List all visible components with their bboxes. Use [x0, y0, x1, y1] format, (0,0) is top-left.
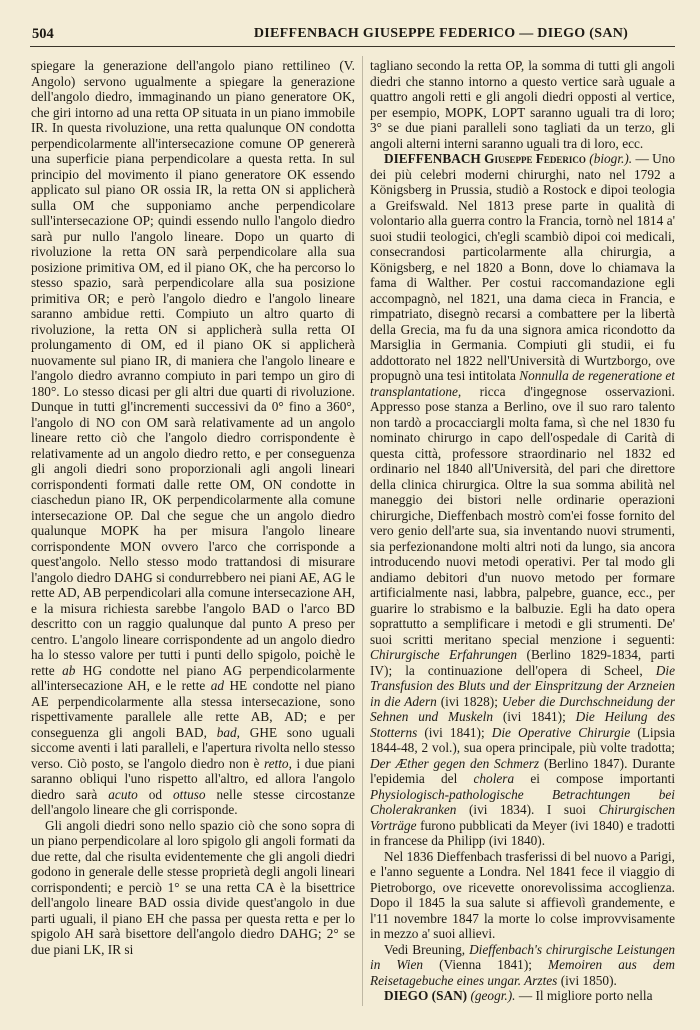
entry-dieffenbach: DIEFFENBACH Giuseppe Federico (biogr.). — Uno dei più celebri moderni chirurghi, nato nel 1792 a Königsberg in Prussia, studiò a Rostock e dipoi teologia a Greifswald. Nel 1813 prese parte in qualità di volontario alla guerra contro la Francia, tornò nel 1814 a' suoi studii teologici, ch'egli scambiò dipoi coi medicali, consecrandosi particolarmente alla chirurgia, a Königsberg, e nel 1820 a Bonn, dove lo chiamava la fama di Walther. Per costui raccomandazione egli accompagnò, nel 1821, una dama cieca in Francia, e rimpatriato, disegnò recarsi a combattere per la libertà della Grecia, ma fu da una signora amica ricondotto da Marsiglia in Germania. Compiuti gli studii, ei fu addottorato nel 1822 nell'Università di Wurtzborgo, ove propugnò una tesi intitolata Nonnulla de regeneratione et transplantatione, ricca d'ingegnose osservazioni. Appresso pose stanza a Berlino, ove il suo raro talento non tardò a procacciargli molta fama, sì che nel 1830 fu nominato chirurgo in capo dell'ospedale di Carità di questa città, professore straordinario nel 1832 ed ordinario nel 1840 all'Università, del pari che direttore della clinica chirurgica. Oltre la sua somma abilità nel maneggio dei bistori nelle ordinarie operazioni chirurgiche, Dieffenbach mostrò com'ei fosse fornito del vero genio dell'arte sua, sia inventando nuovi strumenti, sia perfezionandone molti altri noti da lungo, sia ancora introducendo nuovi metodi operativi. Per tal modo gli andiamo debitori d'un nuovo metodo per formare artificialmente nasi, labbra, palpebre, guance, ecc., per guarire lo strabismo e la balbuzie. Egli ha dato opera soprattutto a semplificare i metodi e gli strumenti. De' suoi scritti meritano special menzione i seguenti: Chirurgische Erfahrungen (Berlino 1829-1834, parti IV); la continuazione dell'opera di Scheel, Die Transfusion des Bluts und der Einspritzung der Arzneien in die Adern (ivi 1828); Ueber die Durchschneidung der Sehnen und Muskeln (ivi 1841); Die Heilung des Stotterns (ivi 1841); Die Operative Chirurgie (Lipsia 1844-48, 2 vol.), sua opera principale, più volte tradotta; Der Æther gegen den Schmerz (Berlino 1847). Durante l'epidemia del cholera ei compose importanti Physiologisch-pathologische Betrachtungen bei Cholerakranken (ivi 1834). I suoi Chirurgischen Vorträge furono pubblicati da Meyer (ivi 1840) e tradotti in francese da Philipp (ivi 1840). — [370, 151, 675, 848]
entry-headword: DIEFFENBACH Giuseppe Federico — [384, 151, 586, 166]
entry-headword: DIEGO (SAN) — [384, 988, 468, 1003]
paragraph: Gli angoli diedri sono nello spazio ciò che sono sopra di un piano perpendicolare al loro spigolo gli angoli formati da due rette, dal che risulta evidentemente che gli angoli diedri godono in generale delle stesse proprietà degli angoli lineari corrispondenti; e perciò 1° se una retta CA è la bisettrice dell'angolo lineare BAD ossia divide quest'angolo in due parti uguali, il piano EH che passa per questa retta e per lo spigolo AH sarà bisettore dell'angolo diedro DAHG; 2° se due piani LK, IR si — [31, 817, 355, 957]
references: Vedi Breuning, Dieffenbach's chirurgische Leistungen in Wien (Vienna 1841); Memoiren aus dem Reisetagebuche eines ungar. Arztes (ivi 1850). — [370, 941, 675, 988]
page-number: 504 — [32, 26, 54, 42]
column-divider — [362, 56, 363, 1006]
right-column — [370, 58, 675, 1018]
paragraph: Nel 1836 Dieffenbach trasferissi di bel nuovo a Parigi, e l'anno seguente a Londra. Nel 1841 fece il viaggio di Pietroborgo, ove ricevette onorevolissima accoglienza. Dopo il 1845 la sua salute si affievolì grandemente, e l'11 novembre 1847 la morte lo colse improvvisamente in mezzo a' suoi allievi. — [370, 848, 675, 941]
paragraph: spiegare la generazione dell'angolo piano rettilineo (V. Angolo) servono ugualmente a spiegare la generazione dell'angolo diedro, immaginando un piano generatore OK, che giri intorno ad una retta OP situata in un piano immobile IR. In questa rivoluzione, una retta qualunque ON condotta perpendicolarmente all'intersecazione comune OP genererà una superficie piana perpendicolare a questa retta. In sul principio del movimento il piano generatore OK essendo applicato sul piano OR ossia IR, la retta ON si applicherà sulla OM che supponiamo anche perpendicolare sull'intersecazione OP; quindi essendo nullo l'angolo diedro sarà pur nullo l'angolo lineare. Dopo un quarto di rivoluzione la retta ON sarà perpendicolare alla sua posizione primitiva OM, ed il piano OK, che ha percorso lo stesso spazio, sarà perpendicolare alla sua posizione primitiva OR; e però l'angolo diedro e l'angolo lineare saranno ambidue retti. Compiuto un altro quarto di rivoluzione, la retta ON si applicherà sulla retta OI prolungamento di OM, ed il piano OK si applicherà nuovamente sul piano IR, di maniera che l'angolo lineare e l'angolo diedro avranno compiuto in pari tempo un giro di 180°. Lo stesso dicasi per gli altri due quarti di rivoluzione. Dunque in tutti gl'incrementi successivi da 0° fino a 360°, l'angolo di NO con OM sarà relativamente ad un angolo lineare retto ciò che l'angolo diedro corrispondente è relativamente ad un angolo diedro retto, e per conseguenza gli angoli diedri sono proporzionali agli angoli lineari corrispondenti formati dalle rette OM, ON condotte in ciaschedun piano IR, OK perpendicolarmente alla comune intersecazione OP. Dal che segue che un angolo diedro qualunque MOPK ha per misura l'angolo lineare corrispondente MON ovvero l'arco che corrisponde a quest'angolo. Nello stesso modo trattandosi di misurare l'angolo diedro DAHG si condurrebbero nei piani AE, AG le rette AD, AB perpendicolari alla comune intersecazione AH, e la misura richiesta sarebbe l'angolo BAD o l'arco BD descritto con un raggio qualunque dal punto A preso per centro. L'angolo lineare corrispondente ad un angolo diedro ha lo stesso valore per tutti i punti dello spigolo, poichè le rette ab HG condotte nel piano AG perpendicolarmente all'intersecazione AH, e le rette ad HE condotte nel piano AE perpendicolarmente alla stessa intersecazione, sono rispettivamente parallele alle rette AB, AD; e per conseguenza gli angoli BAD, bad, GHE sono uguali siccome aventi i lati paralleli, e l'apertura rivolta nello stesso verso. Ciò posto, se l'angolo diedro non è retto, i due piani saranno obliqui l'uno rispetto all'altro, ed allora l'angolo diedro sarà acuto od ottuso nelle stesse circostanze dell'angolo lineare che gli corrisponde. — [31, 58, 355, 817]
running-title: DIEFFENBACH GIUSEPPE FEDERICO — DIEGO (SAN) — [253, 26, 629, 41]
left-column — [31, 58, 355, 1018]
page-header — [30, 20, 675, 47]
paragraph: tagliano secondo la retta OP, la somma di tutti gli angoli diedri che stanno intorno a questo vertice sarà uguale a quattro angoli retti e gli angoli diedri opposti al vertice, per esempio, MOPK, LOPT saranno uguali tra di loro; 3° se due piani paralleli sono tagliati da un terzo, gli angoli alterni interni saranno uguali tra di loro, ecc. — [370, 58, 675, 151]
entry-diego: DIEGO (SAN) (geogr.). — Il migliore porto nella — [384, 988, 653, 1003]
